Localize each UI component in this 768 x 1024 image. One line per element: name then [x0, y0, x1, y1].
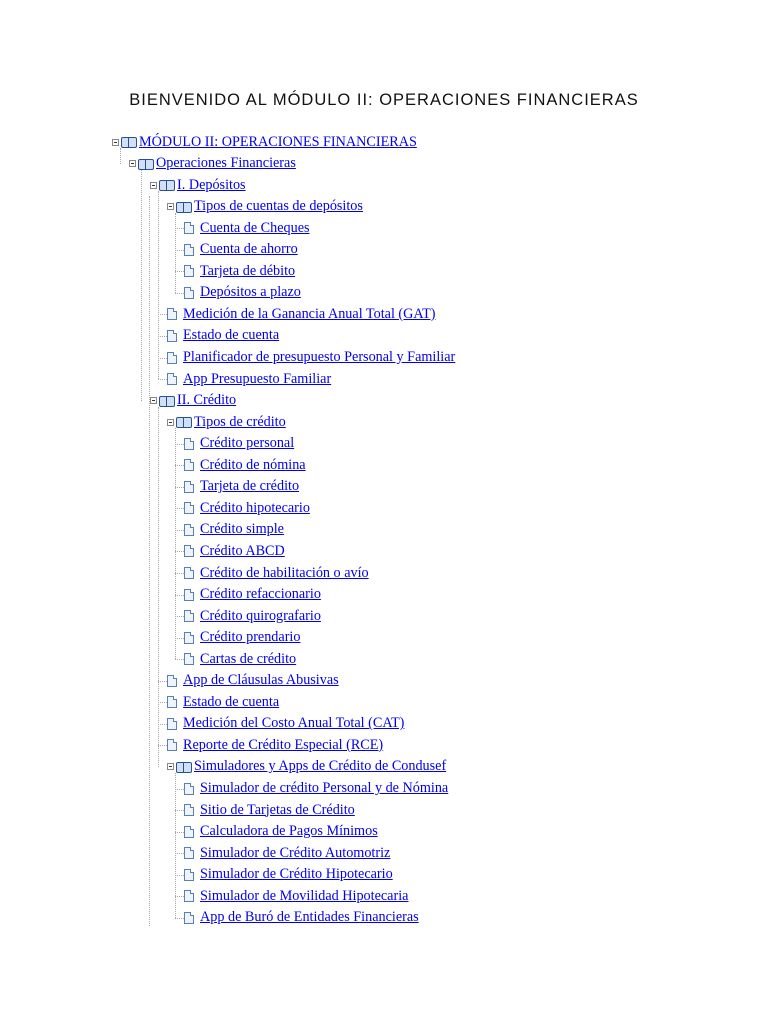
document-page-icon: [184, 502, 194, 514]
tree-guide-line: [149, 196, 150, 926]
tree-item[interactable]: [184, 240, 298, 260]
tree-item[interactable]: [167, 369, 331, 389]
document-page-icon: [184, 804, 194, 816]
tree-guide-line: [175, 487, 184, 488]
tree-item[interactable]: [184, 628, 300, 648]
document-page-icon: [167, 373, 177, 385]
tree-item[interactable]: [184, 649, 296, 669]
tree-link[interactable]: Reporte de Crédito Especial (RCE): [183, 736, 384, 753]
tree-folder[interactable]: [167, 412, 286, 432]
tree-item[interactable]: [184, 283, 301, 303]
tree-folder[interactable]: [150, 391, 236, 411]
tree-guide-line: [158, 407, 159, 767]
tree-folder[interactable]: [129, 154, 296, 174]
tree-link[interactable]: App de Buró de Entidades Financieras: [200, 909, 419, 926]
tree-folder[interactable]: [167, 197, 363, 217]
document-page-icon: [184, 869, 194, 881]
document-page-icon: [167, 718, 177, 730]
tree-guide-line: [175, 789, 184, 790]
document-page-icon: [184, 567, 194, 579]
document-page-icon: [184, 481, 194, 493]
tree-guide-line: [175, 832, 184, 833]
tree-link[interactable]: Crédito de habilitación o avío: [200, 564, 369, 581]
tree-guide-line: [175, 659, 184, 660]
tree-guide-line: [158, 379, 167, 380]
tree-link[interactable]: Tipos de cuentas de depósitos: [194, 198, 363, 215]
tree-item[interactable]: [184, 606, 321, 626]
tree-item[interactable]: [167, 304, 435, 324]
tree-folder[interactable]: [112, 132, 417, 152]
tree-guide-line: [175, 616, 184, 617]
tree-guide-line: [158, 681, 167, 682]
tree-link[interactable]: App de Cláusulas Abusivas: [183, 672, 339, 689]
tree-guide-line: [175, 551, 184, 552]
tree-item[interactable]: [184, 585, 321, 605]
tree-guide-line: [120, 148, 121, 164]
document-page-icon: [184, 890, 194, 902]
document-page-icon: [184, 524, 194, 536]
open-book-icon: [176, 416, 193, 428]
document-page-icon: [167, 352, 177, 364]
tree-link[interactable]: Tarjeta de crédito: [200, 478, 300, 495]
tree-guide-line: [175, 444, 184, 445]
tree-guide-line: [175, 250, 184, 251]
tree-link[interactable]: Calculadora de Pagos Mínimos: [200, 823, 378, 840]
tree-guide-line: [158, 745, 167, 746]
open-book-icon: [159, 179, 176, 191]
tree-link[interactable]: Crédito personal: [200, 435, 295, 452]
collapse-toggle-icon[interactable]: [167, 763, 174, 770]
document-page-icon: [184, 287, 194, 299]
tree-link[interactable]: Simuladores y Apps de Crédito de Condusef: [194, 758, 447, 775]
tree-link[interactable]: Crédito ABCD: [200, 542, 285, 559]
tree-link[interactable]: Cuenta de Cheques: [200, 219, 310, 236]
tree-item[interactable]: [184, 434, 294, 454]
tree-guide-line: [175, 228, 184, 229]
tree-link[interactable]: Tarjeta de débito: [200, 262, 296, 279]
tree-link[interactable]: Planificador de presupuesto Personal y Familiar: [183, 349, 456, 365]
tree-guide-line: [175, 271, 184, 272]
document-page-icon: [167, 739, 177, 751]
document-page-icon: [167, 696, 177, 708]
document-page-icon: [184, 610, 194, 622]
tree-item[interactable]: [184, 218, 310, 238]
tree-link[interactable]: Operaciones Financieras: [156, 155, 296, 172]
tree-guide-line: [158, 724, 167, 725]
tree-guide-line: [175, 918, 184, 919]
tree-guide-line: [175, 530, 184, 531]
tree-link[interactable]: Crédito prendario: [200, 629, 301, 646]
document-page-icon: [184, 438, 194, 450]
tree-link[interactable]: Crédito de nómina: [200, 456, 306, 473]
document-page-icon: [184, 912, 194, 924]
document-page-icon: [184, 545, 194, 557]
tree-item[interactable]: [184, 908, 419, 928]
tree-guide-line: [175, 810, 184, 811]
open-book-icon: [176, 761, 193, 773]
document-page-icon: [184, 783, 194, 795]
collapse-toggle-icon[interactable]: [167, 419, 174, 426]
tree-item[interactable]: [167, 348, 455, 368]
tree-link[interactable]: Simulador de crédito Personal y de Nómina: [200, 780, 449, 796]
tree-link[interactable]: Crédito quirografario: [200, 607, 321, 624]
tree-guide-line: [158, 314, 167, 315]
tree-link[interactable]: Medición del Costo Anual Total (CAT): [183, 715, 405, 732]
document-page-icon: [167, 308, 177, 320]
tree-link[interactable]: Sitio de Tarjetas de Crédito: [200, 801, 355, 818]
document-page-icon: [184, 632, 194, 644]
tree-guide-line: [175, 595, 184, 596]
open-book-icon: [176, 201, 193, 213]
tree-item[interactable]: [167, 714, 404, 734]
tree-guide-line: [175, 465, 184, 466]
tree-link[interactable]: Cuenta de ahorro: [200, 241, 298, 258]
tree-link[interactable]: Depósitos a plazo: [200, 284, 301, 301]
document-page-icon: [184, 244, 194, 256]
tree-folder[interactable]: [150, 175, 246, 195]
tree-guide-line: [175, 508, 184, 509]
tree-link[interactable]: I. Depósitos: [177, 176, 246, 193]
tree-guide-line: [175, 853, 184, 854]
tree-guide-line: [175, 896, 184, 897]
tree-item[interactable]: [184, 498, 310, 518]
tree-item[interactable]: [184, 865, 393, 885]
tree-item[interactable]: [184, 455, 306, 475]
tree-item[interactable]: [184, 886, 408, 906]
tree-link[interactable]: Estado de cuenta: [183, 327, 280, 344]
tree-guide-line: [175, 875, 184, 876]
tree-link[interactable]: Simulador de Movilidad Hipotecaria: [200, 887, 409, 904]
page-title: BIENVENIDO AL MÓDULO II: OPERACIONES FINANCIERAS: [129, 91, 639, 109]
tree-link[interactable]: App Presupuesto Familiar: [183, 370, 332, 387]
collapse-toggle-icon[interactable]: [167, 203, 174, 210]
document-page-icon: [167, 675, 177, 687]
tree-item[interactable]: [184, 563, 369, 583]
document-page-icon: [184, 847, 194, 859]
tree-link[interactable]: Simulador de Crédito Automotriz: [200, 844, 391, 861]
document-page-icon: [167, 330, 177, 342]
open-book-icon: [159, 395, 176, 407]
document-page-icon: [184, 222, 194, 234]
document-page-icon: [184, 826, 194, 838]
tree-guide-line: [158, 358, 167, 359]
collapse-toggle-icon[interactable]: [129, 160, 136, 167]
tree-link[interactable]: Crédito simple: [200, 521, 284, 538]
tree-link[interactable]: Estado de cuenta: [183, 693, 280, 710]
tree-link[interactable]: Simulador de Crédito Hipotecario: [200, 866, 393, 883]
tree-item[interactable]: [184, 541, 285, 561]
tree-link[interactable]: II. Crédito: [177, 392, 237, 409]
tree-link[interactable]: MÓDULO II: OPERACIONES FINANCIERAS: [139, 133, 417, 150]
tree-item[interactable]: [167, 692, 279, 712]
document-page-icon: [184, 589, 194, 601]
tree-link[interactable]: Crédito refaccionario: [200, 586, 321, 603]
tree-item[interactable]: [167, 735, 383, 755]
open-book-icon: [121, 136, 138, 148]
document-page-icon: [184, 459, 194, 471]
tree-guide-line: [175, 213, 176, 293]
tree-item[interactable]: [184, 843, 390, 863]
tree-guide-line: [175, 638, 184, 639]
tree-item[interactable]: [184, 261, 295, 281]
collapse-toggle-icon[interactable]: [112, 139, 119, 146]
tree-guide-line: [158, 336, 167, 337]
tree-guide-line: [141, 170, 142, 401]
collapse-toggle-icon[interactable]: [150, 397, 157, 404]
collapse-toggle-icon[interactable]: [150, 182, 157, 189]
tree-guide-line: [158, 191, 159, 379]
tree-item[interactable]: [184, 800, 355, 820]
tree-link[interactable]: Crédito hipotecario: [200, 499, 310, 516]
tree-item[interactable]: [184, 477, 299, 497]
tree-guide-line: [175, 573, 184, 574]
open-book-icon: [138, 158, 155, 170]
tree-guide-line: [175, 293, 184, 294]
tree-folder[interactable]: [167, 757, 446, 777]
tree-item[interactable]: [184, 822, 378, 842]
tree-item[interactable]: [167, 326, 279, 346]
tree-guide-line: [158, 702, 167, 703]
document-page-icon: [184, 265, 194, 277]
document-page-icon: [184, 653, 194, 665]
tree-item[interactable]: [184, 779, 448, 799]
tree-link[interactable]: Tipos de crédito: [194, 413, 286, 430]
tree-item[interactable]: [184, 520, 284, 540]
tree-link[interactable]: Cartas de crédito: [200, 650, 297, 667]
tree-link[interactable]: Medición de la Ganancia Anual Total (GAT): [183, 305, 436, 322]
tree-item[interactable]: [167, 671, 339, 691]
tree-guide-line: [175, 428, 176, 659]
